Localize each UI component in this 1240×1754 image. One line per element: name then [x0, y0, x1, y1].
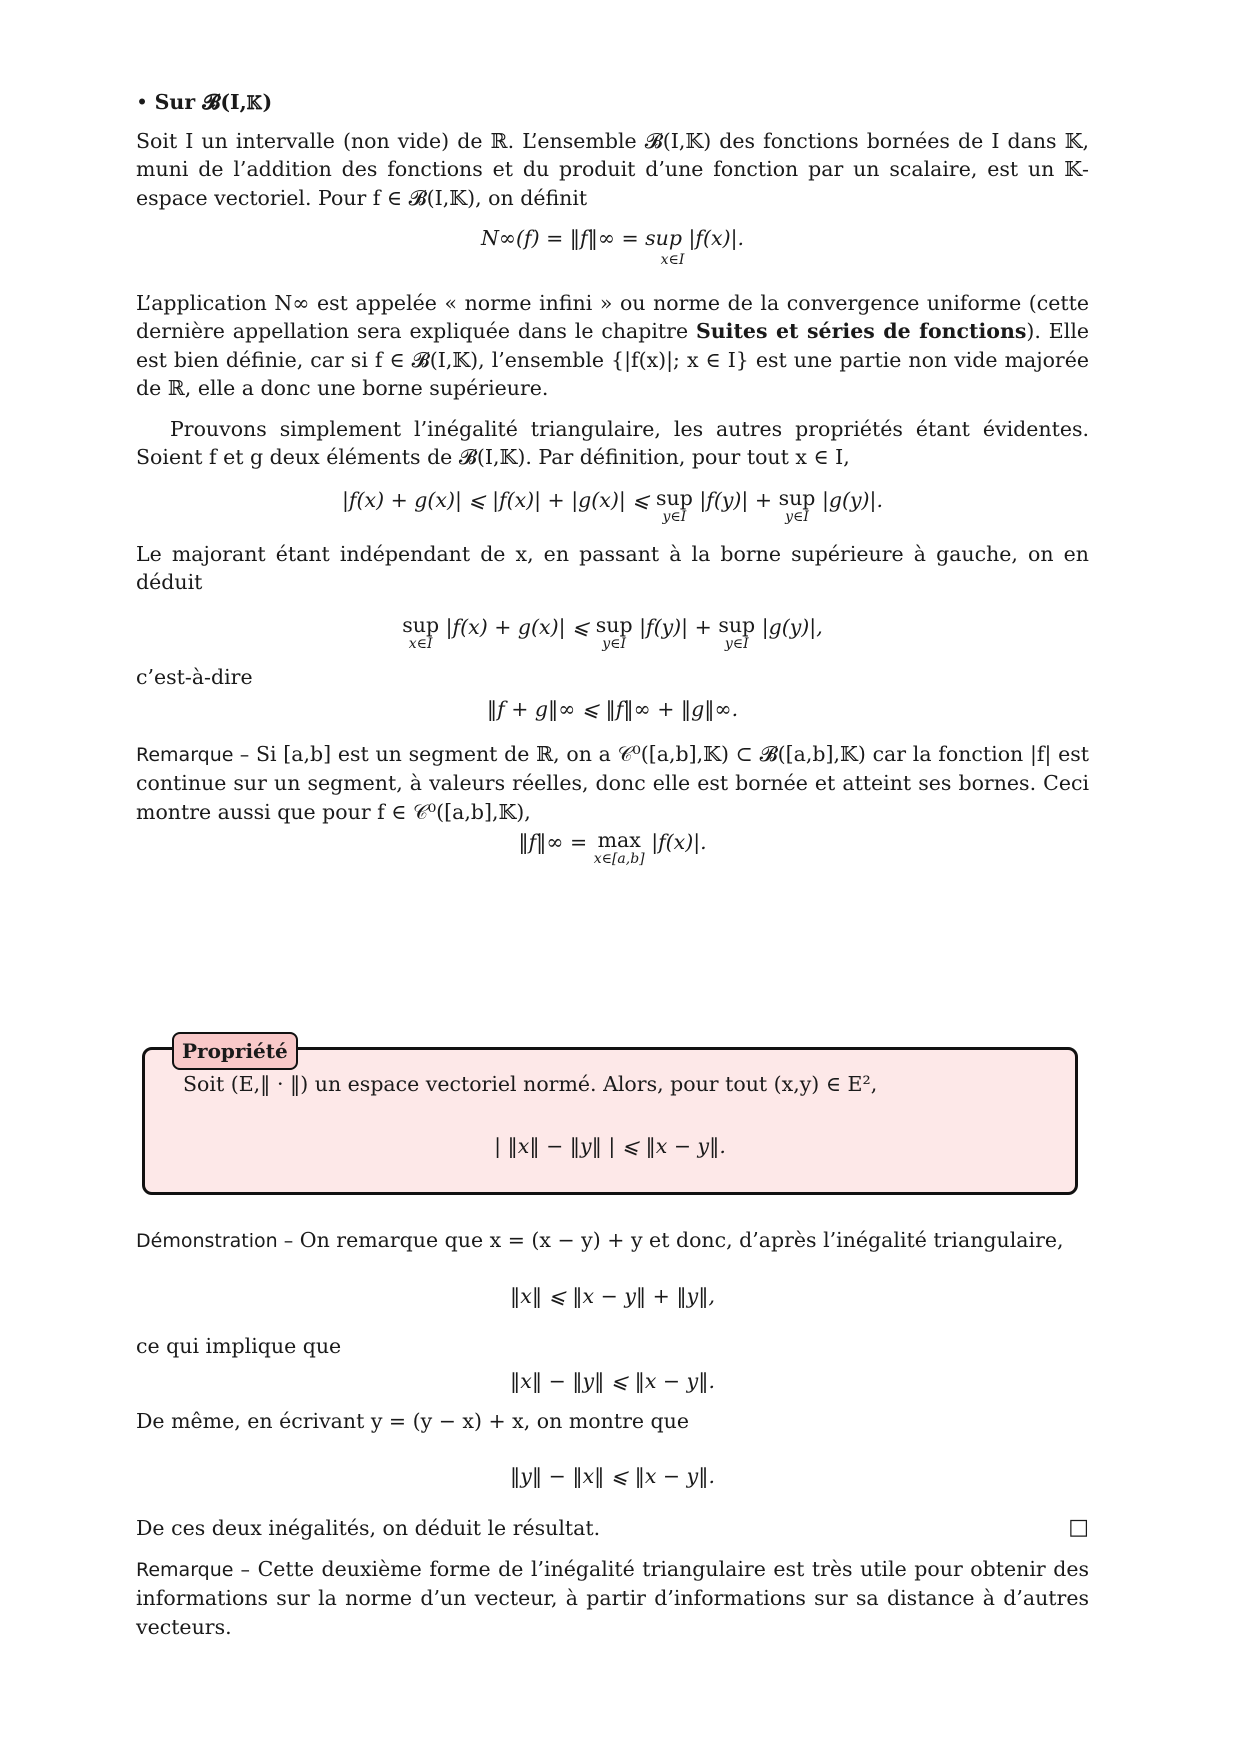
property-equation: | ‖x‖ − ‖y‖ | ⩽ ‖x − y‖.: [494, 1134, 726, 1158]
demo-equation-2: ‖x‖ − ‖y‖ ⩽ ‖x − y‖.: [510, 1368, 715, 1393]
sup-subscript: y∈I: [602, 635, 627, 652]
demo-implies: ce qui implique que: [136, 1334, 342, 1358]
demo-intro: [136, 1226, 1089, 1256]
eq3-term-3: |g(y)|,: [761, 614, 823, 639]
sup-subscript: x∈I: [408, 635, 433, 652]
paragraph-application-a: L’application N∞ est appelée « norme infini » ou norme de la convergence uniforme (cette dernière appellation sera expliquée dans le chapitre: [136, 290, 1089, 343]
eq2-sup-1: [656, 486, 693, 524]
demo-similarly: De même, en écrivant y = (y − x) + x, on montre que: [136, 1409, 689, 1433]
property-tag: Propriété: [172, 1032, 298, 1070]
paragraph-application: [136, 289, 1089, 403]
sup-label: sup: [595, 612, 633, 637]
demo-equation-3: ‖y‖ − ‖x‖ ⩽ ‖x − y‖.: [510, 1463, 715, 1488]
eq5-max: [594, 828, 645, 866]
equation-sup: [136, 613, 1089, 651]
max-subscript: x∈[a,b]: [593, 851, 645, 867]
equation-norm-infinity: [136, 224, 1089, 267]
sup-subscript: y∈I: [662, 508, 687, 525]
remark-continuous: [136, 740, 1089, 827]
demo-conclusion-row: [136, 1514, 1089, 1543]
demo-label: Démonstration –: [136, 1230, 294, 1252]
sup-label: sup: [402, 612, 440, 637]
paragraph-proof-intro: Prouvons simplement l’inégalité triangulaire, les autres propriétés étant évidentes. Soient f et g deux éléments de 𝓑(I,𝕂). Par définition, pour tout x ∈ I,: [136, 416, 1089, 469]
eq5-left: ‖f‖∞ =: [518, 830, 588, 854]
paragraph-cest-a-dire: c’est-à-dire: [136, 664, 253, 689]
remark-label: Remarque –: [136, 743, 250, 766]
property-statement: Soit (E,‖ · ‖) un espace vectoriel normé. Alors, pour tout (x,y) ∈ E²,: [183, 1072, 878, 1096]
bullet: •: [136, 90, 155, 114]
remark2-text: Cette deuxième forme de l’inégalité triangulaire est très utile pour obtenir des informations sur la norme d’un vecteur, à partir d’informations sur sa distance à d’autres vecteurs.: [136, 1556, 1089, 1639]
sup-subscript: y∈I: [724, 635, 749, 652]
eq3-term-1: |f(x) + g(x)| ⩽: [445, 614, 590, 639]
section-heading-text: Sur 𝓑(I,𝕂): [154, 90, 273, 114]
max-label: max: [597, 828, 641, 852]
demo-conclusion: De ces deux inégalités, on déduit le résultat.: [136, 1516, 601, 1540]
demonstration: [136, 1226, 1089, 1641]
sup-label: sup: [718, 612, 756, 637]
sup-subscript: y∈I: [785, 508, 809, 525]
eq3-sup-y2: [718, 613, 755, 651]
section-heading: [136, 88, 1089, 117]
eq3-sup-y1: [596, 613, 633, 651]
remark2-label: Remarque –: [136, 1558, 251, 1581]
equation-text: N∞(f) = ‖f‖∞ = sup |f(x)|.: [480, 226, 745, 250]
remark-text: Si [a,b] est un segment de ℝ, on a 𝒞⁰([a,b],𝕂) ⊂ 𝓑([a,b],𝕂) car la fonction |f| est continue sur un segment, à valeurs réelles, donc elle est bornée et atteint ses bornes. Ceci montre aussi que pour f ∈ 𝒞⁰([a,b],𝕂),: [136, 741, 1089, 824]
equation-triangle: [136, 486, 1089, 524]
paragraph-majorant: Le majorant étant indépendant de x, en passant à la borne supérieure à gauche, on en déduit: [136, 541, 1089, 594]
equation-max: [136, 828, 1089, 866]
remark-second-form: [136, 1555, 1089, 1642]
eq2-left: |f(x) + g(x)| ⩽ |f(x)| + |g(x)| ⩽: [342, 487, 650, 512]
demo-equation-1: ‖x‖ ⩽ ‖x − y‖ + ‖y‖,: [510, 1283, 715, 1308]
sup-label: sup: [655, 485, 693, 510]
equation-triangle-norm: ‖f + g‖∞ ⩽ ‖f‖∞ + ‖g‖∞.: [486, 697, 739, 721]
eq2-term-1: |f(y)| +: [699, 487, 773, 512]
paragraph-application-b: ). Elle est bien définie, car si f ∈ 𝓑(I,𝕂), l’ensemble {|f(x)|; x ∈ I} est une partie non vide majorée de ℝ, elle a donc une borne supérieure.: [136, 319, 1090, 400]
equation-subscript: x∈I: [660, 251, 685, 268]
page-content: [136, 88, 1089, 866]
eq3-sup-x: [402, 613, 439, 651]
eq5-right: |f(x)|.: [651, 830, 707, 854]
eq2-term-2: |g(y)|.: [821, 487, 883, 512]
paragraph-intro: Soit I un intervalle (non vide) de ℝ. L’ensemble 𝓑(I,𝕂) des fonctions bornées de I dans 𝕂, muni de l’addition des fonctions et du produit d’une fonction par un scalaire, est un 𝕂-espace vectoriel. Pour f ∈ 𝓑(I,𝕂), on définit: [136, 128, 1089, 210]
eq3-term-2: |f(y)| +: [639, 614, 712, 639]
eq2-sup-2: [779, 486, 816, 524]
chapter-reference: Suites et séries de fonctions: [695, 319, 1027, 343]
demo-text: On remarque que x = (x − y) + y et donc, d’après l’inégalité triangulaire,: [299, 1228, 1064, 1252]
sup-label: sup: [778, 485, 816, 510]
qed-square-icon: □: [1068, 1515, 1089, 1540]
